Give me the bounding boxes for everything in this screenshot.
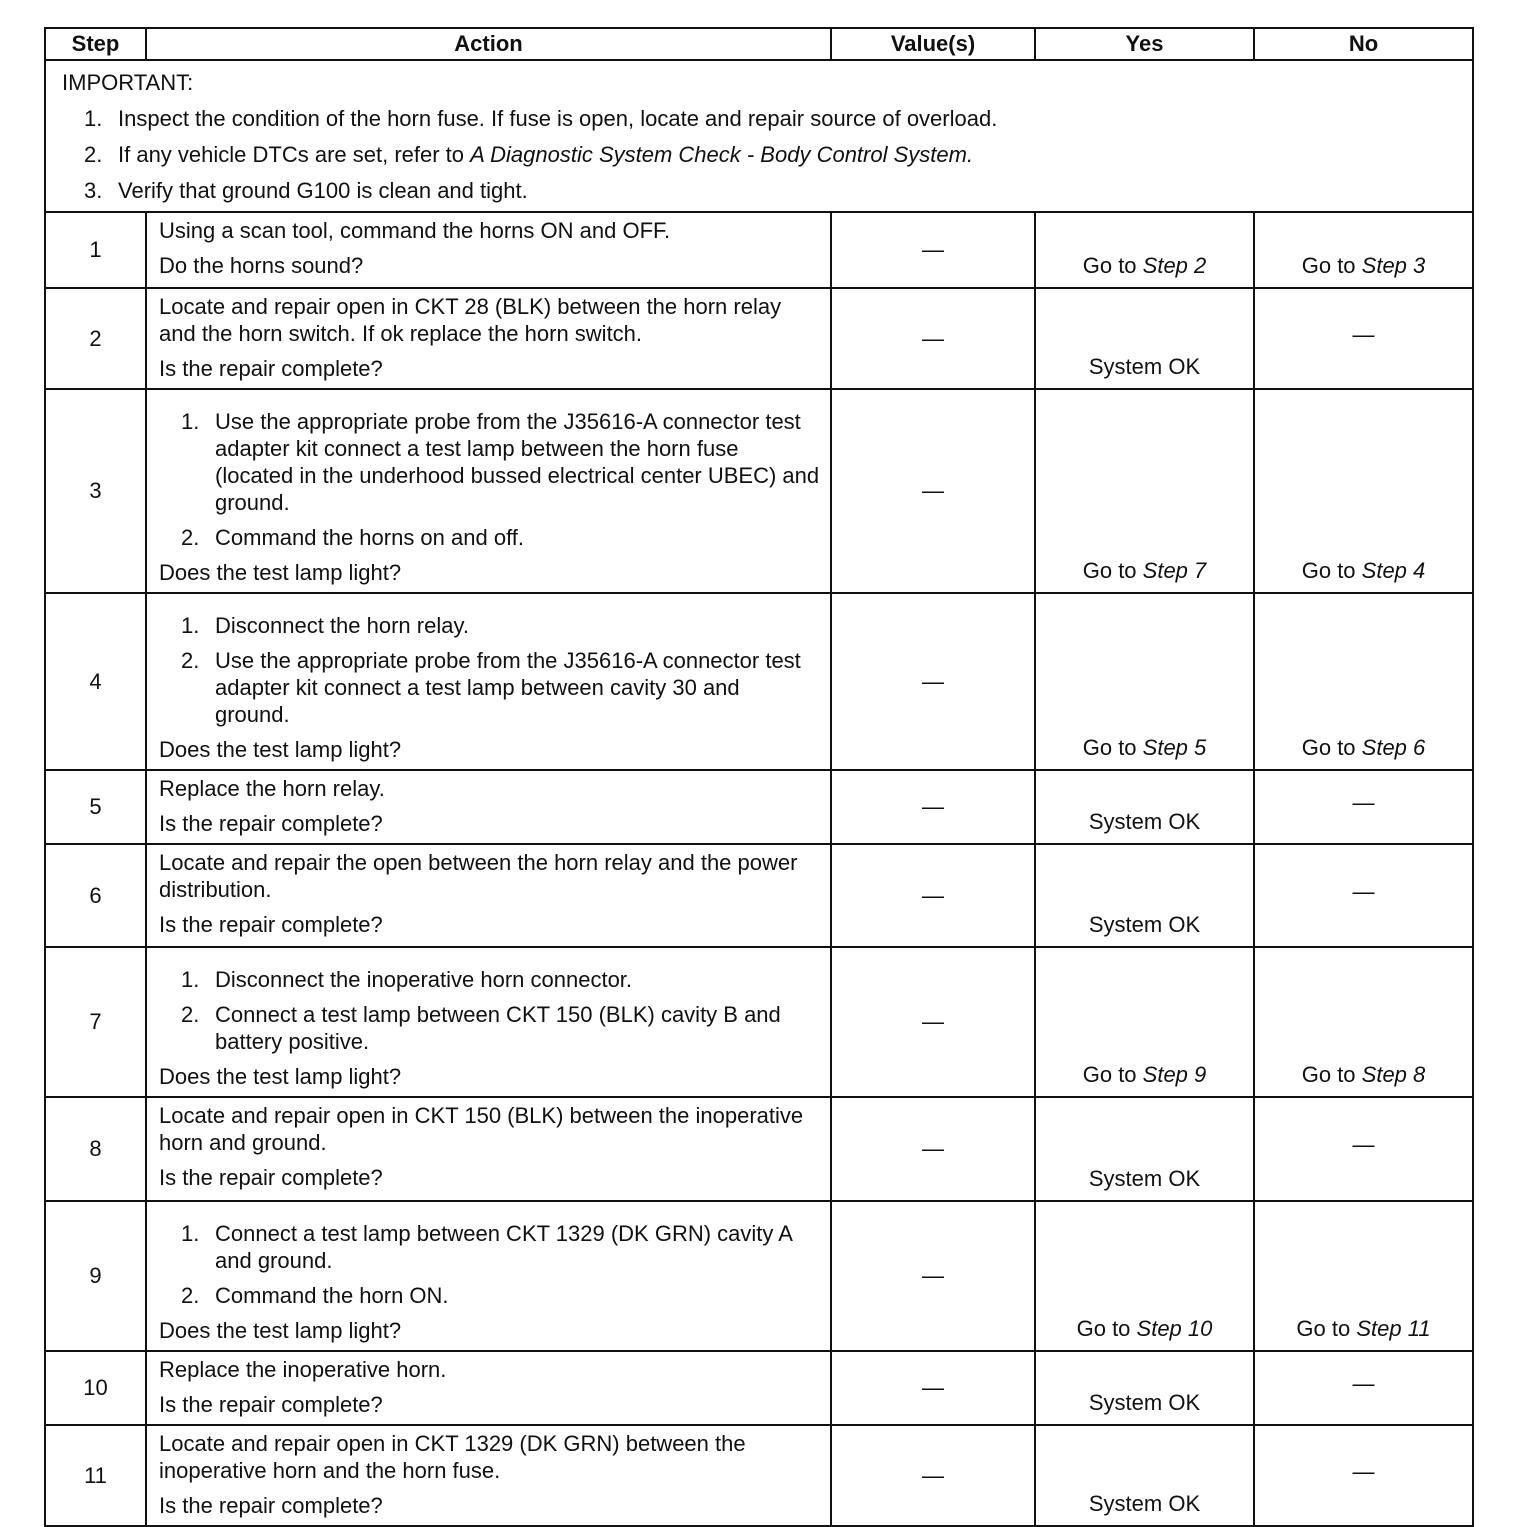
important-item bbox=[62, 137, 1458, 173]
yes-cell: System OK bbox=[1035, 1425, 1254, 1526]
yes-goto-text: Go to bbox=[1082, 558, 1143, 583]
action-question: Is the repair complete? bbox=[159, 811, 383, 836]
no-cell bbox=[1254, 1201, 1473, 1351]
yes-goto-text: Go to bbox=[1082, 253, 1143, 278]
important-item bbox=[62, 173, 1458, 209]
action-cell bbox=[146, 1201, 831, 1351]
header-no: No bbox=[1254, 28, 1473, 60]
action-cell bbox=[146, 770, 831, 844]
important-title: IMPORTANT: bbox=[62, 70, 194, 95]
action-step-number: 2. bbox=[181, 525, 200, 550]
no-goto-text: Go to bbox=[1296, 1316, 1357, 1341]
no-goto-text: Go to bbox=[1301, 1062, 1362, 1087]
yes-step-link: Step 10 bbox=[1136, 1316, 1213, 1341]
yes-goto-text: Go to bbox=[1082, 735, 1143, 760]
action-cell bbox=[146, 844, 831, 947]
value-cell: — bbox=[831, 593, 1035, 770]
action-step-item bbox=[159, 966, 820, 993]
action-step-number: 2. bbox=[181, 1002, 200, 1027]
no-step-link: Step 4 bbox=[1361, 558, 1426, 583]
no-cell: — bbox=[1254, 1097, 1473, 1201]
action-step-number: 1. bbox=[181, 967, 200, 992]
step-number: 9 bbox=[45, 1201, 146, 1351]
value-cell: — bbox=[831, 1425, 1035, 1526]
yes-step-link: Step 2 bbox=[1142, 253, 1207, 278]
no-step-link: Step 8 bbox=[1361, 1062, 1426, 1087]
action-question: Is the repair complete? bbox=[159, 1392, 383, 1417]
no-cell bbox=[1254, 593, 1473, 770]
important-item-number: 1. bbox=[84, 106, 103, 131]
table-row bbox=[45, 593, 1473, 770]
action-step-item bbox=[159, 524, 820, 551]
no-step-link: Step 3 bbox=[1361, 253, 1426, 278]
action-step-item bbox=[159, 1282, 820, 1309]
yes-cell bbox=[1035, 593, 1254, 770]
table-row bbox=[45, 288, 1473, 389]
action-step-text: Connect a test lamp between CKT 1329 (DK GRN) cavity A and ground. bbox=[215, 1221, 792, 1273]
value-cell: — bbox=[831, 389, 1035, 593]
yes-cell bbox=[1035, 389, 1254, 593]
step-number: 8 bbox=[45, 1097, 146, 1201]
header-yes: Yes bbox=[1035, 28, 1254, 60]
action-question: Is the repair complete? bbox=[159, 1165, 383, 1190]
yes-cell: System OK bbox=[1035, 288, 1254, 389]
action-step-item bbox=[159, 647, 820, 728]
header-action: Action bbox=[146, 28, 831, 60]
action-step-number: 2. bbox=[181, 1283, 200, 1308]
important-item-text: Verify that ground G100 is clean and tight. bbox=[118, 178, 528, 203]
action-text: Locate and repair open in CKT 28 (BLK) between the horn relay and the horn switch. If ok replace the horn switch. bbox=[159, 294, 782, 346]
important-item bbox=[62, 101, 1458, 137]
header-row bbox=[45, 28, 1473, 60]
value-cell: — bbox=[831, 288, 1035, 389]
action-cell bbox=[146, 212, 831, 288]
no-cell: — bbox=[1254, 1351, 1473, 1425]
yes-goto-text: Go to bbox=[1082, 1062, 1143, 1087]
action-steps bbox=[159, 966, 820, 1055]
action-steps bbox=[159, 612, 820, 728]
action-question: Does the test lamp light? bbox=[159, 1318, 402, 1343]
value-cell: — bbox=[831, 212, 1035, 288]
action-question: Is the repair complete? bbox=[159, 912, 383, 937]
action-step-text: Disconnect the inoperative horn connector. bbox=[215, 967, 633, 992]
header-step: Step bbox=[45, 28, 146, 60]
action-cell bbox=[146, 288, 831, 389]
yes-cell: System OK bbox=[1035, 1097, 1254, 1201]
action-question: Do the horns sound? bbox=[159, 253, 364, 278]
important-item-text: If any vehicle DTCs are set, refer to bbox=[118, 142, 471, 167]
action-step-text: Use the appropriate probe from the J35616-A connector test adapter kit connect a test lamp between the horn fuse (located in the underhood bussed electrical center UBEC) and ground. bbox=[215, 409, 820, 515]
action-step-text: Command the horn ON. bbox=[215, 1283, 449, 1308]
step-number: 4 bbox=[45, 593, 146, 770]
table-row bbox=[45, 770, 1473, 844]
action-cell bbox=[146, 593, 831, 770]
action-step-text: Use the appropriate probe from the J35616-A connector test adapter kit connect a test lamp between cavity 30 and ground. bbox=[215, 648, 801, 727]
step-number: 2 bbox=[45, 288, 146, 389]
important-item-text: Inspect the condition of the horn fuse. If fuse is open, locate and repair source of overload. bbox=[118, 106, 998, 131]
action-step-text: Disconnect the horn relay. bbox=[215, 613, 469, 638]
no-cell bbox=[1254, 212, 1473, 288]
action-step-item bbox=[159, 612, 820, 639]
action-step-number: 1. bbox=[181, 409, 200, 434]
action-text: Using a scan tool, command the horns ON and OFF. bbox=[159, 218, 671, 243]
action-steps bbox=[159, 408, 820, 551]
value-cell: — bbox=[831, 770, 1035, 844]
action-step-number: 1. bbox=[181, 1221, 200, 1246]
no-goto-text: Go to bbox=[1301, 558, 1362, 583]
action-question: Does the test lamp light? bbox=[159, 1064, 402, 1089]
step-number: 6 bbox=[45, 844, 146, 947]
step-number: 3 bbox=[45, 389, 146, 593]
table-row bbox=[45, 1201, 1473, 1351]
no-cell: — bbox=[1254, 1425, 1473, 1526]
action-cell bbox=[146, 1425, 831, 1526]
yes-step-link: Step 9 bbox=[1142, 1062, 1207, 1087]
important-notes bbox=[45, 60, 1473, 212]
action-steps bbox=[159, 1220, 820, 1309]
value-cell: — bbox=[831, 1097, 1035, 1201]
no-step-link: Step 6 bbox=[1361, 735, 1426, 760]
action-step-number: 2. bbox=[181, 648, 200, 673]
action-step-text: Command the horns on and off. bbox=[215, 525, 525, 550]
no-goto-text: Go to bbox=[1301, 735, 1362, 760]
yes-goto-text: Go to bbox=[1076, 1316, 1137, 1341]
yes-step-link: Step 7 bbox=[1142, 558, 1207, 583]
action-question: Is the repair complete? bbox=[159, 1493, 383, 1518]
no-cell: — bbox=[1254, 288, 1473, 389]
no-step-link: Step 11 bbox=[1356, 1316, 1431, 1341]
no-cell: — bbox=[1254, 770, 1473, 844]
action-text: Locate and repair the open between the horn relay and the power distribution. bbox=[159, 850, 798, 902]
table-row bbox=[45, 389, 1473, 593]
yes-cell: System OK bbox=[1035, 770, 1254, 844]
step-number: 5 bbox=[45, 770, 146, 844]
action-text: Locate and repair open in CKT 150 (BLK) between the inoperative horn and ground. bbox=[159, 1103, 804, 1155]
action-text: Replace the inoperative horn. bbox=[159, 1357, 447, 1382]
yes-cell bbox=[1035, 1201, 1254, 1351]
action-question: Does the test lamp light? bbox=[159, 560, 402, 585]
value-cell: — bbox=[831, 947, 1035, 1097]
table-row bbox=[45, 844, 1473, 947]
action-text: Replace the horn relay. bbox=[159, 776, 385, 801]
important-item-number: 2. bbox=[84, 142, 103, 167]
step-number: 1 bbox=[45, 212, 146, 288]
action-cell bbox=[146, 1351, 831, 1425]
step-number: 7 bbox=[45, 947, 146, 1097]
no-cell: — bbox=[1254, 844, 1473, 947]
action-step-item bbox=[159, 1220, 820, 1274]
action-step-text: Connect a test lamp between CKT 150 (BLK) cavity B and battery positive. bbox=[215, 1002, 781, 1054]
no-cell bbox=[1254, 947, 1473, 1097]
action-cell bbox=[146, 1097, 831, 1201]
table-row bbox=[45, 1097, 1473, 1201]
value-cell: — bbox=[831, 844, 1035, 947]
yes-cell bbox=[1035, 947, 1254, 1097]
important-row bbox=[45, 60, 1473, 212]
table-row bbox=[45, 1425, 1473, 1526]
action-step-item bbox=[159, 1001, 820, 1055]
action-text: Locate and repair open in CKT 1329 (DK GRN) between the inoperative horn and the horn fuse. bbox=[159, 1431, 746, 1483]
yes-cell bbox=[1035, 212, 1254, 288]
value-cell: — bbox=[831, 1201, 1035, 1351]
important-item-reference: A Diagnostic System Check - Body Control System. bbox=[470, 142, 974, 167]
header-values: Value(s) bbox=[831, 28, 1035, 60]
yes-cell: System OK bbox=[1035, 1351, 1254, 1425]
table-row bbox=[45, 1351, 1473, 1425]
no-goto-text: Go to bbox=[1301, 253, 1362, 278]
step-number: 11 bbox=[45, 1425, 146, 1526]
action-question: Is the repair complete? bbox=[159, 356, 383, 381]
value-cell: — bbox=[831, 1351, 1035, 1425]
yes-cell: System OK bbox=[1035, 844, 1254, 947]
action-step-item bbox=[159, 408, 820, 516]
action-cell bbox=[146, 389, 831, 593]
no-cell bbox=[1254, 389, 1473, 593]
table-row bbox=[45, 212, 1473, 288]
important-item-number: 3. bbox=[84, 178, 103, 203]
table-row bbox=[45, 947, 1473, 1097]
step-number: 10 bbox=[45, 1351, 146, 1425]
action-question: Does the test lamp light? bbox=[159, 737, 402, 762]
diagnostic-table bbox=[44, 27, 1474, 1527]
yes-step-link: Step 5 bbox=[1142, 735, 1207, 760]
action-cell bbox=[146, 947, 831, 1097]
action-step-number: 1. bbox=[181, 613, 200, 638]
